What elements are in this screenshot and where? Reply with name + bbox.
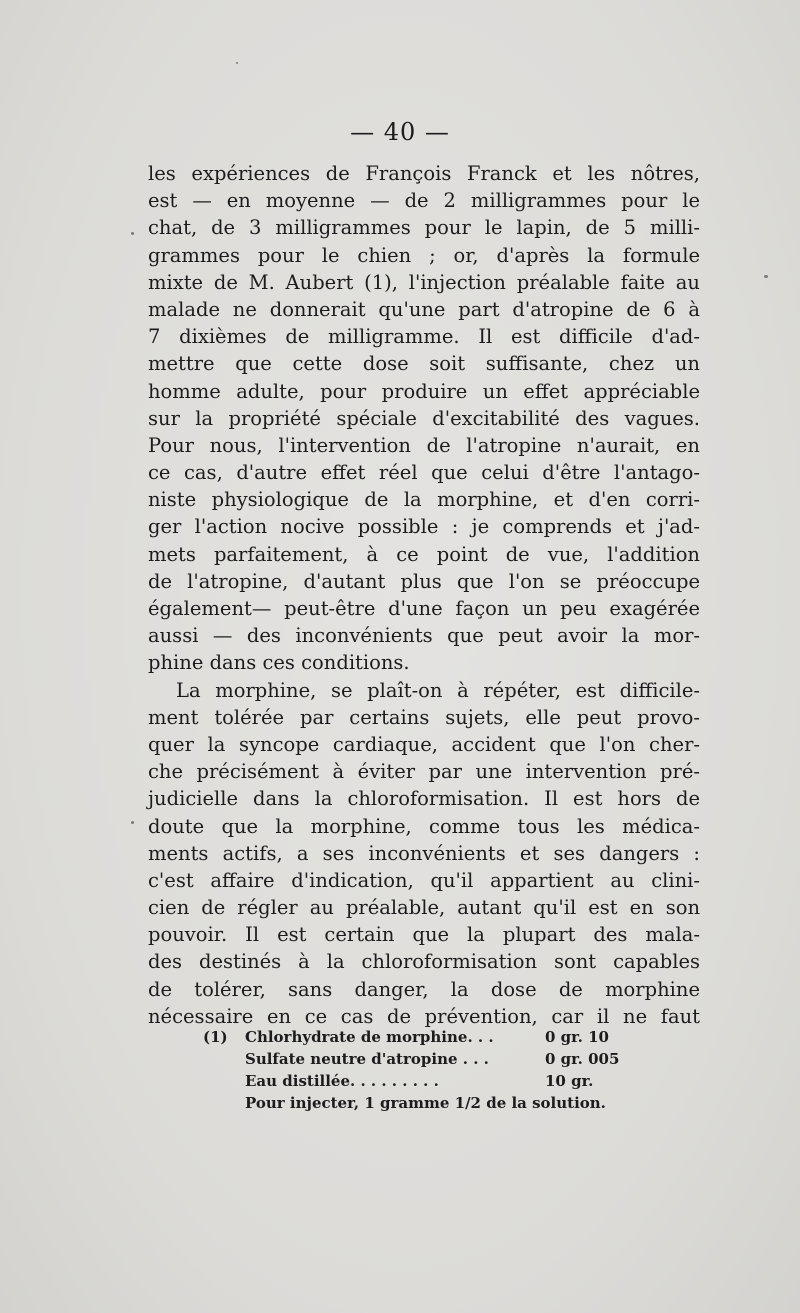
text-line: ce cas, d'autre effet réel que celui d'être l'antago- bbox=[148, 461, 700, 485]
footnote-item-qty: 0 gr. 005 bbox=[545, 1050, 620, 1068]
text-line: quer la syncope cardiaque, accident que l'on cher- bbox=[148, 732, 700, 756]
footnote-row bbox=[203, 1048, 643, 1070]
footnote-item-qty: 0 gr. 10 bbox=[545, 1028, 609, 1046]
text-line: c'est affaire d'indication, qu'il appartient au clini- bbox=[148, 868, 700, 892]
paragraph-start-line: La morphine, se plaît-on à répéter, est difficile- bbox=[176, 678, 700, 702]
text-line: mets parfaitement, à ce point de vue, l'addition bbox=[148, 542, 700, 566]
text-line: che précisément à éviter par une intervention pré- bbox=[148, 760, 700, 784]
paper-speck bbox=[131, 821, 134, 824]
text-line: Pour nous, l'intervention de l'atropine n'aurait, en bbox=[148, 433, 700, 457]
text-line: de l'atropine, d'autant plus que l'on se préoccupe bbox=[148, 569, 700, 593]
text-line: homme adulte, pour produire un effet appréciable bbox=[148, 379, 700, 403]
text-line: ger l'action nocive possible : je comprends et j'ad- bbox=[148, 515, 700, 539]
text-line: doute que la morphine, comme tous les médica- bbox=[148, 814, 700, 838]
footnote-row bbox=[203, 1070, 643, 1092]
text-line: les expériences de François Franck et les nôtres, bbox=[148, 162, 700, 185]
text-line: des destinés à la chloroformisation sont capables bbox=[148, 950, 700, 974]
text-line: 7 dixièmes de milligramme. Il est difficile d'ad- bbox=[148, 325, 700, 349]
text-line: niste physiologique de la morphine, et d'en corri- bbox=[148, 488, 700, 512]
text-line: sur la propriété spéciale d'excitabilité des vagues. bbox=[148, 406, 700, 430]
text-line: mixte de M. Aubert (1), l'injection préalable faite au bbox=[148, 270, 700, 294]
text-line: cien de régler au préalable, autant qu'il est en son bbox=[148, 896, 700, 920]
text-line: ment tolérée par certains sujets, elle peut provo- bbox=[148, 705, 700, 729]
text-line: chat, de 3 milligrammes pour le lapin, de 5 milli- bbox=[148, 216, 700, 240]
body-text bbox=[148, 160, 700, 1030]
text-line: grammes pour le chien ; or, d'après la formule bbox=[148, 243, 700, 267]
footnote-item-name: Eau distillée. . . . . . . . . bbox=[245, 1072, 439, 1090]
footnote-row bbox=[203, 1026, 643, 1048]
text-line: judicielle dans la chloroformisation. Il est hors de bbox=[148, 787, 700, 811]
paper-speck bbox=[131, 232, 134, 235]
footnote-item-qty: 10 gr. bbox=[545, 1072, 594, 1090]
footnote bbox=[203, 1026, 643, 1114]
text-line: de tolérer, sans danger, la dose de morphine bbox=[148, 977, 700, 1001]
text-line: pouvoir. Il est certain que la plupart des mala- bbox=[148, 923, 700, 947]
page-number: — 40 — bbox=[350, 118, 450, 146]
footnote-marker: (1) bbox=[203, 1028, 228, 1046]
footnote-instruction: Pour injecter, 1 gramme 1/2 de la solution. bbox=[245, 1094, 606, 1112]
text-line: mettre que cette dose soit suffisante, chez un bbox=[148, 352, 700, 376]
text-line: également— peut-être d'une façon un peu exagérée bbox=[148, 597, 700, 620]
text-line: phine dans ces conditions. bbox=[148, 651, 410, 675]
text-line: nécessaire en ce cas de prévention, car il ne faut bbox=[148, 1004, 700, 1028]
footnote-item-name: Chlorhydrate de morphine. . . bbox=[245, 1028, 494, 1046]
footnote-item-name: Sulfate neutre d'atropine . . . bbox=[245, 1050, 489, 1068]
text-line: malade ne donnerait qu'une part d'atropine de 6 à bbox=[148, 297, 700, 321]
text-line: est — en moyenne — de 2 milligrammes pour le bbox=[148, 189, 700, 213]
paper-speck bbox=[764, 275, 768, 278]
text-line: ments actifs, a ses inconvénients et ses dangers : bbox=[148, 841, 700, 865]
paper-speck bbox=[236, 62, 238, 64]
text-line: aussi — des inconvénients que peut avoir la mor- bbox=[148, 624, 700, 648]
